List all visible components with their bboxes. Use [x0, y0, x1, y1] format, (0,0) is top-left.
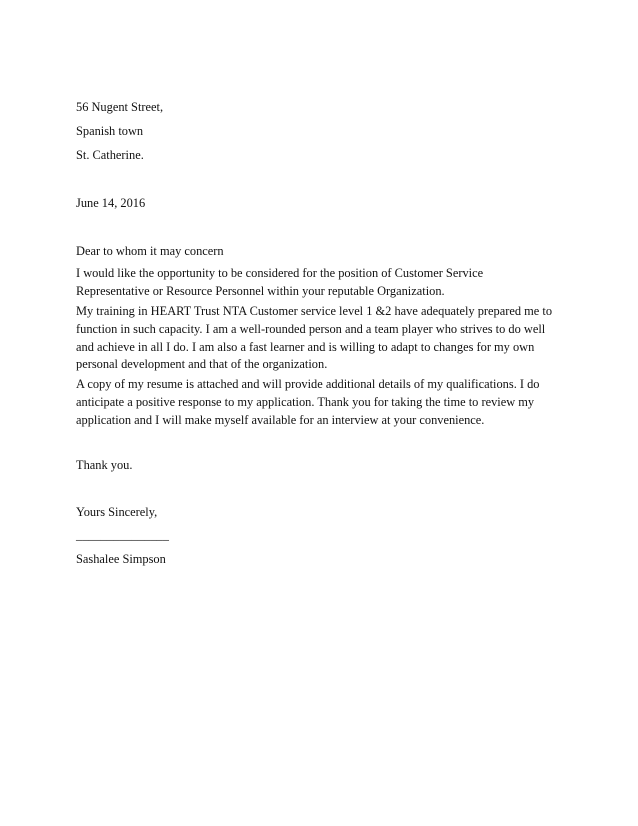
paragraph-1: [76, 265, 596, 301]
closing-line: Yours Sincerely,: [76, 505, 158, 519]
paragraph-line: Representative or Resource Personnel within your reputable Organization.: [76, 283, 445, 298]
address-parish: St. Catherine.: [76, 148, 144, 162]
paragraph-line: A copy of my resume is attached and will provide additional details of my qualifications. I do: [76, 377, 540, 391]
paragraph-line: function in such capacity. I am a well-rounded person and a team player who strives to do well: [76, 321, 546, 336]
paragraph-line: and achieve in all I do. I am also a fast learner and is willing to adapt to changes for my own: [76, 339, 535, 354]
salutation: Dear to whom it may concern: [76, 244, 224, 258]
paragraph-line: I would like the opportunity to be considered for the position of Customer Service: [76, 266, 484, 280]
paragraph-line: application and I will make myself available for an interview at your convenience.: [76, 412, 485, 427]
paragraph-line: My training in HEART Trust NTA Customer service level 1 &2 have adequately prepared me to: [76, 304, 553, 318]
paragraph-line: anticipate a positive response to my application. Thank you for taking the time to review my: [76, 394, 535, 409]
signature-line: _______________: [76, 528, 169, 542]
address-street: 56 Nugent Street,: [76, 100, 164, 114]
paragraph-2: [76, 303, 596, 374]
paragraph-line: personal development and that of the organization.: [76, 357, 328, 372]
thanks-line: Thank you.: [76, 458, 133, 472]
paragraph-3: [76, 376, 596, 429]
signer-name: Sashalee Simpson: [76, 552, 166, 566]
address-town: Spanish town: [76, 124, 144, 138]
letter-date: June 14, 2016: [76, 196, 146, 210]
